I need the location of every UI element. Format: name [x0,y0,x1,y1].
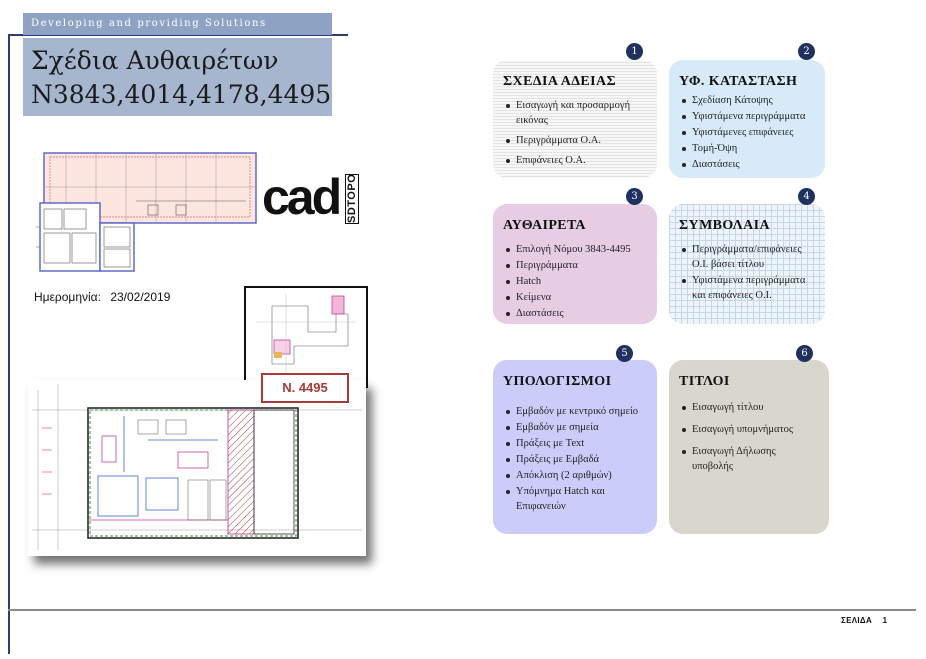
logo-side-word: SDTOPO [346,173,358,223]
list-item: Πράξεις με Εμβαδά [503,452,647,467]
number-badge: 6 [796,345,813,362]
card-list [503,242,647,321]
title-line-2: N3843,4014,4178,4495 [31,80,332,109]
page-indicator [841,616,887,625]
list-item: Υφιστάμενες επιφάνειες [679,125,815,140]
tagline-bar [23,13,332,35]
list-item: Επιλογή Νόμου 3843-4495 [503,242,647,257]
card-unauthorized [493,204,657,324]
tagline-text: Developing and providing Solutions [31,18,267,29]
cad-logo [262,169,362,228]
page-label: ΣΕΛΙΔΑ [841,616,873,625]
date-line [34,290,170,304]
floor-plan-drawing-main [28,380,366,556]
list-item: Διαστάσεις [679,157,815,172]
card-titles [669,360,829,534]
list-item: Διαστάσεις [503,306,647,321]
list-item: Επιφάνειες Ο.Α. [503,153,647,168]
card-existing-state [669,60,825,178]
list-item: Υφιστάμενα περιγράμματα και επιφάνειες Ο.Ι. [679,273,815,303]
list-item: Περιγράμματα/επιφάνειες Ο.Ι. βάσει τίτλου [679,242,815,272]
list-item: Εμβαδόν με σημεία [503,420,647,435]
card-list [679,242,815,303]
law-number-badge: N. 4495 [261,373,349,403]
list-item: Εισαγωγή Δήλωσης υποβολής [679,444,819,474]
card-title: ΤΙΤΛΟΙ [679,374,730,389]
list-item: Κείμενα [503,290,647,305]
card-list [679,400,819,474]
list-item: Εισαγωγή τίτλου [679,400,819,415]
number-badge: 2 [798,43,815,60]
card-calculations [493,360,657,534]
list-item: Σχεδίαση Κάτοψης [679,93,815,108]
list-item: Εισαγωγή υπομνήματος [679,422,819,437]
title-box [23,38,332,116]
frame-vertical-line [8,34,10,654]
card-title: ΣΧΕΔΙΑ ΑΔΕΙΑΣ [503,74,617,89]
card-title: ΥΦ. ΚΑΤΑΣΤΑΣΗ [679,74,798,89]
list-item: Πράξεις με Text [503,436,647,451]
date-value: 23/02/2019 [110,290,171,304]
card-list [503,404,647,514]
card-list [503,98,647,168]
list-item: Hatch [503,274,647,289]
card-list [679,93,815,172]
number-badge: 1 [626,43,643,60]
card-permit-drawings [493,60,657,178]
list-item: Εμβαδόν με κεντρικό σημείο [503,404,647,419]
logo-word: cad [262,169,340,225]
title-line-1: Σχέδια Αυθαιρέτων [31,46,279,75]
list-item: Εισαγωγή και προσαρμογή εικόνας [503,98,647,128]
page-number: 1 [882,616,888,625]
card-title: ΥΠΟΛΟΓΙΣΜΟΙ [503,374,612,389]
number-badge: 3 [626,188,643,205]
list-item: Τομή-Όψη [679,141,815,156]
list-item: Υπόμνημα Hatch και Επιφανειών [503,484,647,514]
list-item: Υφιστάμενα περιγράμματα [679,109,815,124]
footer-line [8,609,916,611]
card-title: ΑΥΘΑΙΡΕΤΑ [503,218,586,233]
number-badge: 5 [616,345,633,362]
list-item: Απόκλιση (2 αριθμών) [503,468,647,483]
number-badge: 4 [798,188,815,205]
card-contracts [669,204,825,324]
list-item: Περιγράμματα [503,258,647,273]
date-label: Ημερομηνία: [34,290,101,304]
floor-plan-drawing-top [36,147,258,273]
card-title: ΣΥΜΒΟΛΑΙΑ [679,218,770,233]
list-item: Περιγράμματα Ο.Α. [503,133,647,148]
